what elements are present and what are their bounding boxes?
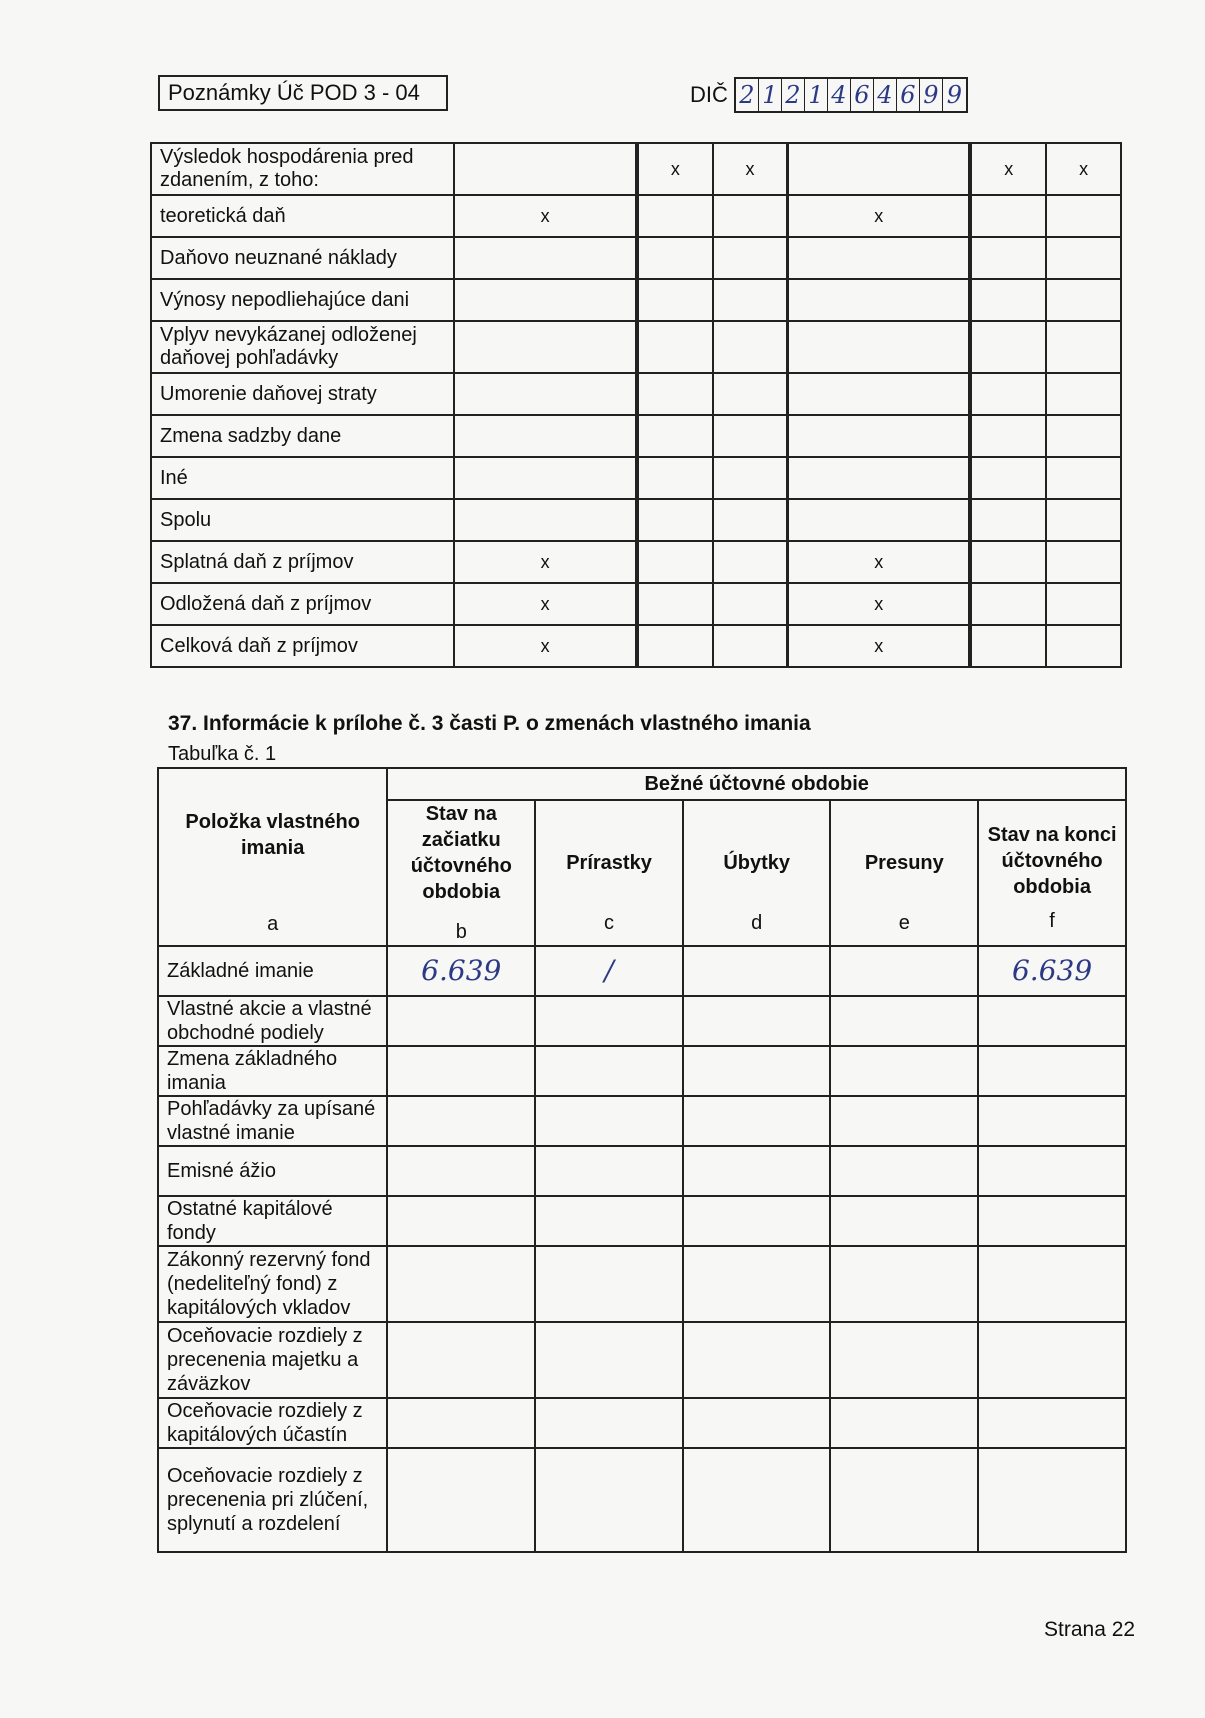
empty-cell xyxy=(978,996,1126,1046)
empty-cell xyxy=(713,415,788,457)
empty-cell xyxy=(535,996,683,1046)
tax-table-row xyxy=(151,625,1121,667)
empty-cell xyxy=(971,373,1046,415)
empty-cell xyxy=(713,373,788,415)
empty-cell xyxy=(535,1196,683,1246)
mark-x-cell: x xyxy=(788,541,970,583)
equity-table-row xyxy=(158,1448,1126,1552)
mark-x-cell: x xyxy=(454,625,636,667)
empty-cell xyxy=(788,415,970,457)
equity-table-row xyxy=(158,1322,1126,1398)
empty-cell xyxy=(978,1046,1126,1096)
empty-cell xyxy=(713,541,788,583)
equity-row-label: Emisné ážio xyxy=(158,1146,387,1196)
equity-table-row xyxy=(158,1146,1126,1196)
column-header-closing xyxy=(978,800,1126,946)
empty-cell xyxy=(683,1398,831,1448)
tax-table-row xyxy=(151,195,1121,237)
empty-cell xyxy=(978,1322,1126,1398)
empty-cell xyxy=(1046,195,1121,237)
income-tax-table xyxy=(150,142,1122,668)
mark-x-cell: x xyxy=(454,583,636,625)
equity-table-row xyxy=(158,1246,1126,1322)
period-header: Bežné účtovné obdobie xyxy=(387,768,1126,800)
empty-cell xyxy=(454,415,636,457)
tax-id-digit: 4 xyxy=(828,79,851,111)
equity-row-label: Vlastné akcie a vlastné obchodné podiely xyxy=(158,996,387,1046)
empty-cell xyxy=(638,415,713,457)
tax-row-label: Celková daň z príjmov xyxy=(151,625,454,667)
equity-table-row xyxy=(158,1096,1126,1146)
empty-cell xyxy=(387,1196,535,1246)
empty-cell xyxy=(788,143,970,195)
empty-cell xyxy=(978,1196,1126,1246)
empty-cell xyxy=(971,625,1046,667)
empty-cell xyxy=(387,1322,535,1398)
tax-row-label: Zmena sadzby dane xyxy=(151,415,454,457)
empty-cell xyxy=(713,279,788,321)
empty-cell xyxy=(830,1448,978,1552)
empty-cell xyxy=(454,321,636,373)
empty-cell xyxy=(683,1322,831,1398)
equity-row-label: Základné imanie xyxy=(158,946,387,996)
tax-id-label: DIČ xyxy=(690,82,728,107)
empty-cell xyxy=(1046,541,1121,583)
mark-x-cell: x xyxy=(454,541,636,583)
mark-x-cell: x xyxy=(713,143,788,195)
column-letter: a xyxy=(267,913,279,935)
empty-cell xyxy=(1046,457,1121,499)
empty-cell xyxy=(830,1146,978,1196)
empty-cell xyxy=(683,1246,831,1322)
empty-cell xyxy=(535,1046,683,1096)
column-header-label: Stav na konci účtovného obdobia xyxy=(987,824,1117,898)
empty-cell xyxy=(387,1046,535,1096)
tax-table-row xyxy=(151,541,1121,583)
empty-cell xyxy=(830,1046,978,1096)
tax-table-row xyxy=(151,373,1121,415)
tax-row-label: teoretická daň xyxy=(151,195,454,237)
empty-cell xyxy=(978,1398,1126,1448)
equity-table-row xyxy=(158,1398,1126,1448)
empty-cell xyxy=(454,457,636,499)
empty-cell xyxy=(978,1448,1126,1552)
empty-cell xyxy=(683,1096,831,1146)
tax-id-digit: 2 xyxy=(782,79,805,111)
empty-cell xyxy=(535,1322,683,1398)
empty-cell xyxy=(788,321,970,373)
column-letter: d xyxy=(751,912,763,934)
empty-cell xyxy=(638,583,713,625)
empty-cell xyxy=(683,1046,831,1096)
empty-cell xyxy=(830,1398,978,1448)
form-title: Poznámky Úč POD 3 - 04 xyxy=(158,75,448,111)
empty-cell xyxy=(387,1398,535,1448)
empty-cell xyxy=(454,373,636,415)
empty-cell xyxy=(683,946,831,996)
column-letter: f xyxy=(1049,910,1055,932)
empty-cell xyxy=(971,321,1046,373)
equity-row-label: Oceňovacie rozdiely z precenenia pri zlúčení, splynutí a rozdelení xyxy=(158,1448,387,1552)
empty-cell xyxy=(713,195,788,237)
empty-cell xyxy=(638,195,713,237)
empty-cell xyxy=(535,1096,683,1146)
tax-row-label: Iné xyxy=(151,457,454,499)
empty-cell xyxy=(683,1196,831,1246)
column-letter: b xyxy=(455,921,467,943)
empty-cell xyxy=(1046,373,1121,415)
tax-table-row xyxy=(151,321,1121,373)
mark-x-cell: x xyxy=(788,625,970,667)
empty-cell xyxy=(535,1246,683,1322)
tax-id-digit: 2 xyxy=(736,79,759,111)
column-header-opening xyxy=(387,800,535,946)
column-header-label: Stav na začiatku účtovného obdobia xyxy=(410,803,512,903)
equity-table-row xyxy=(158,946,1126,996)
column-header-additions xyxy=(535,800,683,946)
mark-x-cell: x xyxy=(788,583,970,625)
tax-row-label: Splatná daň z príjmov xyxy=(151,541,454,583)
empty-cell xyxy=(971,499,1046,541)
empty-cell xyxy=(454,499,636,541)
empty-cell xyxy=(638,321,713,373)
mark-x-cell: x xyxy=(454,195,636,237)
equity-table-row xyxy=(158,1196,1126,1246)
tax-table-row xyxy=(151,415,1121,457)
column-header-label: Položka vlastného imania xyxy=(185,811,360,859)
empty-cell xyxy=(788,457,970,499)
empty-cell xyxy=(454,237,636,279)
tax-table-row xyxy=(151,499,1121,541)
tax-row-label: Spolu xyxy=(151,499,454,541)
column-header-transfers xyxy=(830,800,978,946)
tax-id-digit: 1 xyxy=(805,79,828,111)
handwritten-value: / xyxy=(535,946,683,996)
mark-x-cell: x xyxy=(971,143,1046,195)
column-header-label: Úbytky xyxy=(723,852,791,874)
empty-cell xyxy=(638,373,713,415)
empty-cell xyxy=(971,457,1046,499)
empty-cell xyxy=(535,1398,683,1448)
table-subtitle: Tabuľka č. 1 xyxy=(168,743,277,765)
empty-cell xyxy=(971,279,1046,321)
empty-cell xyxy=(830,946,978,996)
tax-id-digit: 9 xyxy=(946,81,963,109)
column-header-decreases xyxy=(683,800,831,946)
tax-table-row xyxy=(151,279,1121,321)
equity-row-label: Zmena základného imania xyxy=(158,1046,387,1096)
empty-cell xyxy=(1046,237,1121,279)
equity-row-label: Zákonný rezervný fond (nedeliteľný fond) z kapitálových vkladov xyxy=(158,1246,387,1322)
equity-table-row xyxy=(158,996,1126,1046)
tax-id-digit: 9 xyxy=(920,79,943,111)
empty-cell xyxy=(788,373,970,415)
empty-cell xyxy=(788,237,970,279)
empty-cell xyxy=(1046,321,1121,373)
empty-cell xyxy=(978,1146,1126,1196)
empty-cell xyxy=(638,279,713,321)
tax-row-label: Daňovo neuznané náklady xyxy=(151,237,454,279)
empty-cell xyxy=(830,1246,978,1322)
tax-id-digit: 6 xyxy=(851,79,874,111)
empty-cell xyxy=(788,279,970,321)
equity-changes-table xyxy=(157,767,1127,1553)
empty-cell xyxy=(1046,625,1121,667)
empty-cell xyxy=(788,499,970,541)
equity-row-label: Oceňovacie rozdiely z kapitálových účastín xyxy=(158,1398,387,1448)
tax-row-label: Výnosy nepodliehajúce dani xyxy=(151,279,454,321)
empty-cell xyxy=(830,1096,978,1146)
tax-table-row xyxy=(151,143,1121,195)
empty-cell xyxy=(387,996,535,1046)
tax-id-boxes xyxy=(734,77,968,113)
empty-cell xyxy=(683,996,831,1046)
tax-id xyxy=(690,78,968,112)
empty-cell xyxy=(387,1146,535,1196)
empty-cell xyxy=(978,1246,1126,1322)
empty-cell xyxy=(713,499,788,541)
empty-cell xyxy=(713,625,788,667)
tax-row-label: Výsledok hospodárenia pred zdanením, z toho: xyxy=(151,143,454,195)
income-tax-table-body xyxy=(151,143,1121,667)
empty-cell xyxy=(971,583,1046,625)
tax-row-label: Umorenie daňovej straty xyxy=(151,373,454,415)
equity-row-label: Oceňovacie rozdiely z precenenia majetku a záväzkov xyxy=(158,1322,387,1398)
empty-cell xyxy=(971,541,1046,583)
empty-cell xyxy=(971,415,1046,457)
mark-x-cell: x xyxy=(1046,143,1121,195)
empty-cell xyxy=(713,583,788,625)
empty-cell xyxy=(971,237,1046,279)
empty-cell xyxy=(387,1246,535,1322)
tax-table-row xyxy=(151,457,1121,499)
empty-cell xyxy=(830,1322,978,1398)
empty-cell xyxy=(830,996,978,1046)
empty-cell xyxy=(638,457,713,499)
handwritten-value: 6.639 xyxy=(978,946,1126,996)
column-header-label: Prírastky xyxy=(566,852,652,874)
column-header-label: Presuny xyxy=(864,852,944,874)
empty-cell xyxy=(638,625,713,667)
empty-cell xyxy=(713,237,788,279)
empty-cell xyxy=(638,237,713,279)
empty-cell xyxy=(978,1096,1126,1146)
equity-table-row xyxy=(158,1046,1126,1096)
empty-cell xyxy=(1046,279,1121,321)
column-letter: c xyxy=(604,912,615,934)
empty-cell xyxy=(683,1448,831,1552)
tax-table-row xyxy=(151,583,1121,625)
equity-changes-table-body xyxy=(158,946,1126,1552)
page-number: Strana 22 xyxy=(1044,1618,1136,1641)
tax-row-label: Odložená daň z príjmov xyxy=(151,583,454,625)
tax-id-digit: 1 xyxy=(759,79,782,111)
empty-cell xyxy=(638,499,713,541)
tax-id-digit: 6 xyxy=(897,79,920,111)
equity-row-label: Ostatné kapitálové fondy xyxy=(158,1196,387,1246)
empty-cell xyxy=(830,1196,978,1246)
empty-cell xyxy=(454,279,636,321)
empty-cell xyxy=(971,195,1046,237)
tax-row-label: Vplyv nevykázanej odloženej daňovej pohľadávky xyxy=(151,321,454,373)
mark-x-cell: x xyxy=(788,195,970,237)
empty-cell xyxy=(1046,415,1121,457)
empty-cell xyxy=(713,457,788,499)
empty-cell xyxy=(535,1146,683,1196)
empty-cell xyxy=(638,541,713,583)
tax-table-row xyxy=(151,237,1121,279)
empty-cell xyxy=(387,1448,535,1552)
equity-row-label: Pohľadávky za upísané vlastné imanie xyxy=(158,1096,387,1146)
handwritten-value: 6.639 xyxy=(387,946,535,996)
empty-cell xyxy=(1046,499,1121,541)
empty-cell xyxy=(535,1448,683,1552)
empty-cell xyxy=(713,321,788,373)
empty-cell xyxy=(454,143,636,195)
empty-cell xyxy=(1046,583,1121,625)
empty-cell xyxy=(683,1146,831,1196)
section-title: 37. Informácie k prílohe č. 3 časti P. o zmenách vlastného imania xyxy=(168,712,811,735)
empty-cell xyxy=(387,1096,535,1146)
mark-x-cell: x xyxy=(638,143,713,195)
tax-id-digit: 4 xyxy=(874,79,897,111)
column-letter: e xyxy=(898,912,910,934)
column-header-item xyxy=(158,768,387,946)
